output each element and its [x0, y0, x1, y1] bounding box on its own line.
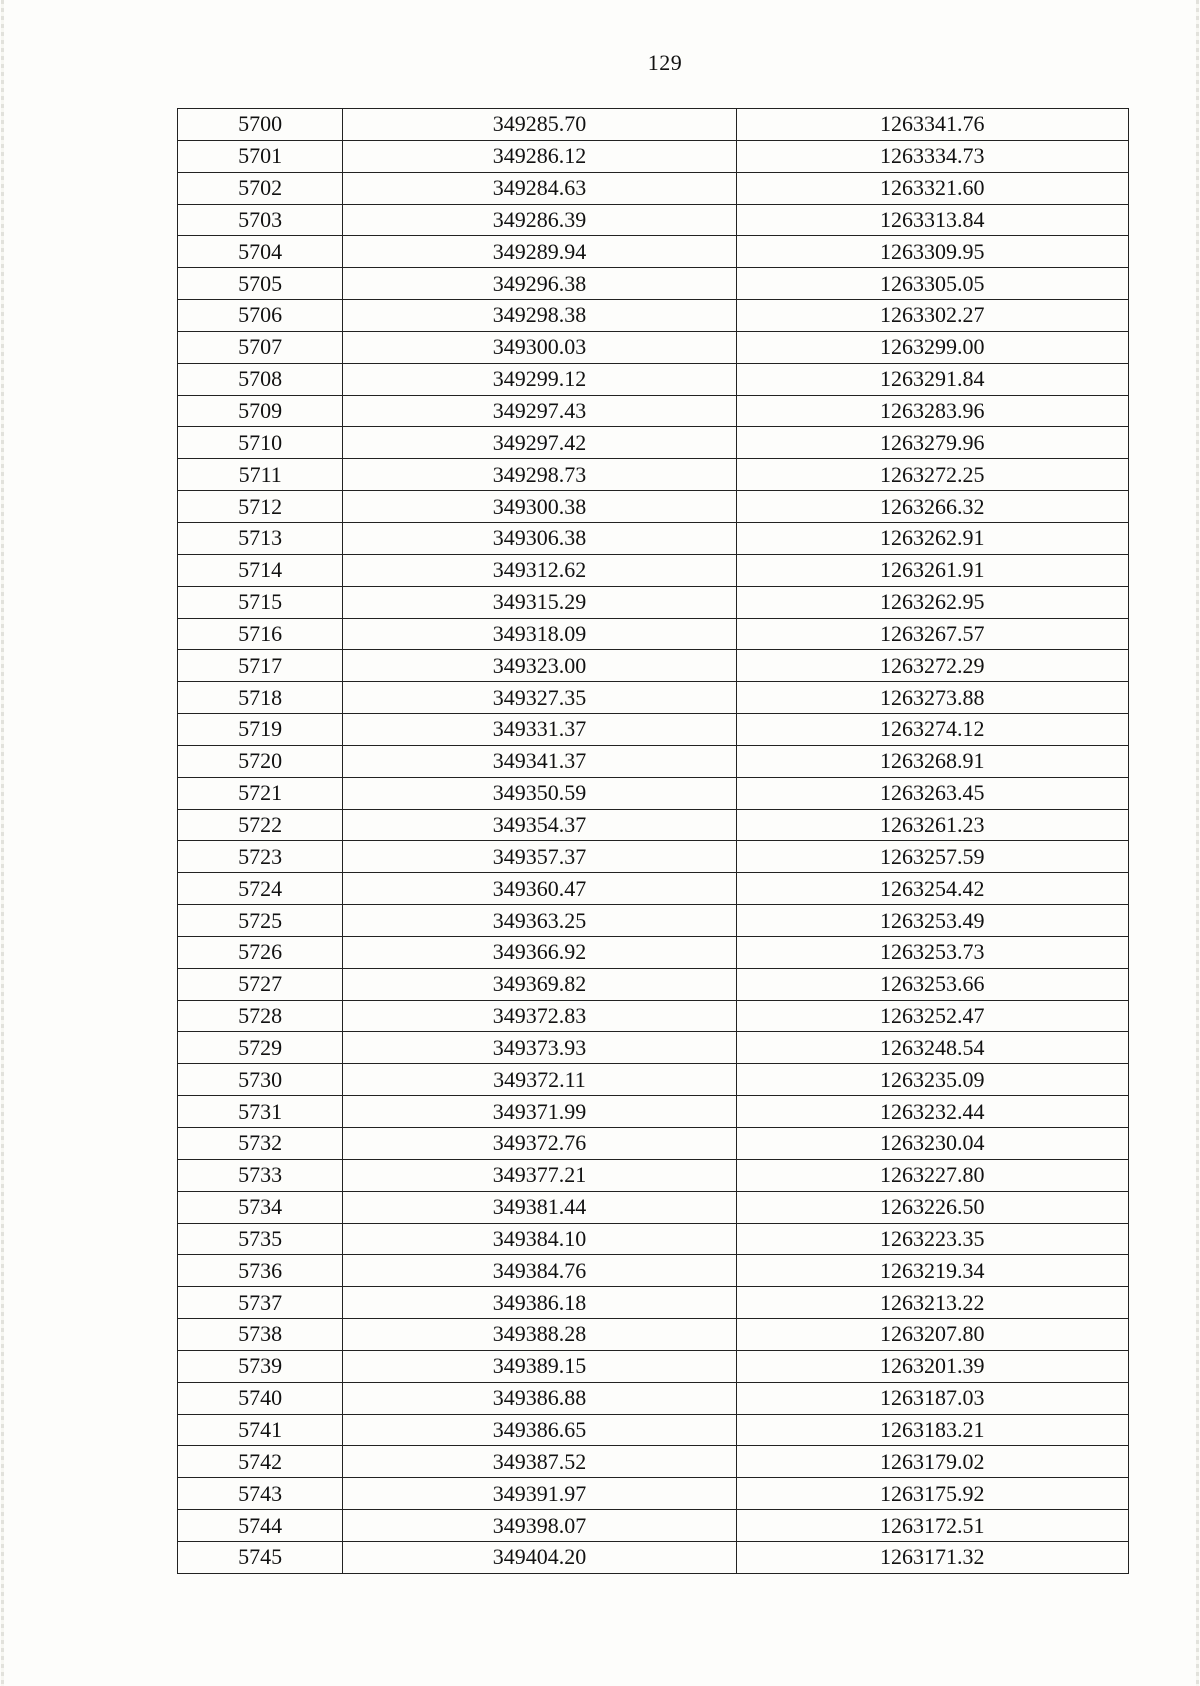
point-id-cell: 5702	[178, 172, 343, 204]
y-coordinate-cell: 1263253.66	[736, 968, 1128, 1000]
table-row	[178, 682, 1129, 714]
x-coordinate-cell: 349300.38	[343, 491, 736, 523]
point-id-cell: 5714	[178, 554, 343, 586]
table-row	[178, 172, 1129, 204]
x-coordinate-cell: 349284.63	[343, 172, 736, 204]
point-id-cell: 5729	[178, 1032, 343, 1064]
y-coordinate-cell: 1263207.80	[736, 1319, 1128, 1351]
y-coordinate-cell: 1263309.95	[736, 236, 1128, 268]
x-coordinate-cell: 349386.18	[343, 1287, 736, 1319]
x-coordinate-cell: 349296.38	[343, 268, 736, 300]
table-row	[178, 204, 1129, 236]
y-coordinate-cell: 1263341.76	[736, 109, 1128, 141]
point-id-cell: 5723	[178, 841, 343, 873]
point-id-cell: 5745	[178, 1541, 343, 1573]
point-id-cell: 5741	[178, 1414, 343, 1446]
x-coordinate-cell: 349384.76	[343, 1255, 736, 1287]
x-coordinate-cell: 349315.29	[343, 586, 736, 618]
y-coordinate-cell: 1263267.57	[736, 618, 1128, 650]
point-id-cell: 5744	[178, 1510, 343, 1542]
x-coordinate-cell: 349369.82	[343, 968, 736, 1000]
point-id-cell: 5715	[178, 586, 343, 618]
table-row	[178, 1350, 1129, 1382]
point-id-cell: 5734	[178, 1191, 343, 1223]
y-coordinate-cell: 1263334.73	[736, 140, 1128, 172]
table-row	[178, 1319, 1129, 1351]
table-row	[178, 745, 1129, 777]
x-coordinate-cell: 349300.03	[343, 331, 736, 363]
table-row	[178, 1096, 1129, 1128]
y-coordinate-cell: 1263274.12	[736, 714, 1128, 746]
point-id-cell: 5717	[178, 650, 343, 682]
point-id-cell: 5701	[178, 140, 343, 172]
table-row	[178, 1478, 1129, 1510]
x-coordinate-cell: 349360.47	[343, 873, 736, 905]
x-coordinate-cell: 349363.25	[343, 905, 736, 937]
y-coordinate-cell: 1263226.50	[736, 1191, 1128, 1223]
y-coordinate-cell: 1263253.49	[736, 905, 1128, 937]
x-coordinate-cell: 349387.52	[343, 1446, 736, 1478]
y-coordinate-cell: 1263283.96	[736, 395, 1128, 427]
table-row	[178, 1446, 1129, 1478]
table-row	[178, 1382, 1129, 1414]
x-coordinate-cell: 349312.62	[343, 554, 736, 586]
y-coordinate-cell: 1263299.00	[736, 331, 1128, 363]
table-row	[178, 1064, 1129, 1096]
point-id-cell: 5716	[178, 618, 343, 650]
table-row	[178, 777, 1129, 809]
table-row	[178, 841, 1129, 873]
x-coordinate-cell: 349323.00	[343, 650, 736, 682]
point-id-cell: 5721	[178, 777, 343, 809]
point-id-cell: 5739	[178, 1350, 343, 1382]
table-row	[178, 522, 1129, 554]
page-number: 129	[647, 50, 683, 75]
point-id-cell: 5703	[178, 204, 343, 236]
point-id-cell: 5726	[178, 936, 343, 968]
point-id-cell: 5740	[178, 1382, 343, 1414]
point-id-cell: 5735	[178, 1223, 343, 1255]
x-coordinate-cell: 349384.10	[343, 1223, 736, 1255]
coordinates-table-body	[178, 109, 1129, 1574]
y-coordinate-cell: 1263254.42	[736, 873, 1128, 905]
x-coordinate-cell: 349299.12	[343, 363, 736, 395]
y-coordinate-cell: 1263266.32	[736, 491, 1128, 523]
y-coordinate-cell: 1263321.60	[736, 172, 1128, 204]
table-row	[178, 331, 1129, 363]
x-coordinate-cell: 349386.88	[343, 1382, 736, 1414]
x-coordinate-cell: 349404.20	[343, 1541, 736, 1573]
y-coordinate-cell: 1263248.54	[736, 1032, 1128, 1064]
point-id-cell: 5706	[178, 300, 343, 332]
x-coordinate-cell: 349350.59	[343, 777, 736, 809]
point-id-cell: 5731	[178, 1096, 343, 1128]
point-id-cell: 5732	[178, 1128, 343, 1160]
y-coordinate-cell: 1263235.09	[736, 1064, 1128, 1096]
x-coordinate-cell: 349371.99	[343, 1096, 736, 1128]
table-row	[178, 140, 1129, 172]
table-row	[178, 427, 1129, 459]
y-coordinate-cell: 1263252.47	[736, 1000, 1128, 1032]
point-id-cell: 5700	[178, 109, 343, 141]
y-coordinate-cell: 1263302.27	[736, 300, 1128, 332]
y-coordinate-cell: 1263172.51	[736, 1510, 1128, 1542]
y-coordinate-cell: 1263291.84	[736, 363, 1128, 395]
y-coordinate-cell: 1263175.92	[736, 1478, 1128, 1510]
point-id-cell: 5725	[178, 905, 343, 937]
y-coordinate-cell: 1263313.84	[736, 204, 1128, 236]
x-coordinate-cell: 349377.21	[343, 1159, 736, 1191]
x-coordinate-cell: 349297.42	[343, 427, 736, 459]
y-coordinate-cell: 1263227.80	[736, 1159, 1128, 1191]
y-coordinate-cell: 1263223.35	[736, 1223, 1128, 1255]
x-coordinate-cell: 349386.65	[343, 1414, 736, 1446]
x-coordinate-cell: 349286.39	[343, 204, 736, 236]
x-coordinate-cell: 349331.37	[343, 714, 736, 746]
point-id-cell: 5718	[178, 682, 343, 714]
point-id-cell: 5709	[178, 395, 343, 427]
y-coordinate-cell: 1263268.91	[736, 745, 1128, 777]
point-id-cell: 5711	[178, 459, 343, 491]
x-coordinate-cell: 349372.83	[343, 1000, 736, 1032]
point-id-cell: 5705	[178, 268, 343, 300]
point-id-cell: 5720	[178, 745, 343, 777]
table-row	[178, 363, 1129, 395]
table-row	[178, 1510, 1129, 1542]
point-id-cell: 5728	[178, 1000, 343, 1032]
y-coordinate-cell: 1263201.39	[736, 1350, 1128, 1382]
table-row	[178, 1414, 1129, 1446]
table-row	[178, 905, 1129, 937]
table-row	[178, 1128, 1129, 1160]
y-coordinate-cell: 1263187.03	[736, 1382, 1128, 1414]
table-row	[178, 1159, 1129, 1191]
point-id-cell: 5722	[178, 809, 343, 841]
coordinates-table	[177, 108, 1129, 1574]
x-coordinate-cell: 349373.93	[343, 1032, 736, 1064]
table-row	[178, 300, 1129, 332]
y-coordinate-cell: 1263261.91	[736, 554, 1128, 586]
x-coordinate-cell: 349297.43	[343, 395, 736, 427]
y-coordinate-cell: 1263262.91	[736, 522, 1128, 554]
point-id-cell: 5736	[178, 1255, 343, 1287]
x-coordinate-cell: 349286.12	[343, 140, 736, 172]
x-coordinate-cell: 349327.35	[343, 682, 736, 714]
scan-right-edge	[1196, 0, 1199, 1686]
x-coordinate-cell: 349341.37	[343, 745, 736, 777]
y-coordinate-cell: 1263219.34	[736, 1255, 1128, 1287]
x-coordinate-cell: 349298.38	[343, 300, 736, 332]
x-coordinate-cell: 349318.09	[343, 618, 736, 650]
table-row	[178, 236, 1129, 268]
table-row	[178, 1541, 1129, 1573]
point-id-cell: 5727	[178, 968, 343, 1000]
table-row	[178, 459, 1129, 491]
point-id-cell: 5743	[178, 1478, 343, 1510]
table-row	[178, 586, 1129, 618]
y-coordinate-cell: 1263272.25	[736, 459, 1128, 491]
table-row	[178, 809, 1129, 841]
point-id-cell: 5704	[178, 236, 343, 268]
table-row	[178, 268, 1129, 300]
point-id-cell: 5708	[178, 363, 343, 395]
x-coordinate-cell: 349388.28	[343, 1319, 736, 1351]
point-id-cell: 5733	[178, 1159, 343, 1191]
table-row	[178, 395, 1129, 427]
table-row	[178, 968, 1129, 1000]
y-coordinate-cell: 1263261.23	[736, 809, 1128, 841]
x-coordinate-cell: 349298.73	[343, 459, 736, 491]
table-row	[178, 109, 1129, 141]
point-id-cell: 5707	[178, 331, 343, 363]
y-coordinate-cell: 1263257.59	[736, 841, 1128, 873]
table-row	[178, 1287, 1129, 1319]
point-id-cell: 5724	[178, 873, 343, 905]
y-coordinate-cell: 1263171.32	[736, 1541, 1128, 1573]
table-row	[178, 1032, 1129, 1064]
point-id-cell: 5737	[178, 1287, 343, 1319]
table-row	[178, 650, 1129, 682]
point-id-cell: 5742	[178, 1446, 343, 1478]
table-row	[178, 491, 1129, 523]
x-coordinate-cell: 349391.97	[343, 1478, 736, 1510]
table-row	[178, 1000, 1129, 1032]
y-coordinate-cell: 1263305.05	[736, 268, 1128, 300]
x-coordinate-cell: 349285.70	[343, 109, 736, 141]
point-id-cell: 5738	[178, 1319, 343, 1351]
y-coordinate-cell: 1263262.95	[736, 586, 1128, 618]
y-coordinate-cell: 1263253.73	[736, 936, 1128, 968]
y-coordinate-cell: 1263272.29	[736, 650, 1128, 682]
x-coordinate-cell: 349398.07	[343, 1510, 736, 1542]
table-row	[178, 1255, 1129, 1287]
point-id-cell: 5730	[178, 1064, 343, 1096]
y-coordinate-cell: 1263263.45	[736, 777, 1128, 809]
y-coordinate-cell: 1263232.44	[736, 1096, 1128, 1128]
y-coordinate-cell: 1263213.22	[736, 1287, 1128, 1319]
y-coordinate-cell: 1263230.04	[736, 1128, 1128, 1160]
table-row	[178, 1191, 1129, 1223]
point-id-cell: 5719	[178, 714, 343, 746]
x-coordinate-cell: 349306.38	[343, 522, 736, 554]
x-coordinate-cell: 349366.92	[343, 936, 736, 968]
table-row	[178, 936, 1129, 968]
x-coordinate-cell: 349372.76	[343, 1128, 736, 1160]
table-row	[178, 618, 1129, 650]
y-coordinate-cell: 1263273.88	[736, 682, 1128, 714]
x-coordinate-cell: 349354.37	[343, 809, 736, 841]
point-id-cell: 5712	[178, 491, 343, 523]
x-coordinate-cell: 349357.37	[343, 841, 736, 873]
y-coordinate-cell: 1263179.02	[736, 1446, 1128, 1478]
point-id-cell: 5710	[178, 427, 343, 459]
table-row	[178, 873, 1129, 905]
y-coordinate-cell: 1263279.96	[736, 427, 1128, 459]
x-coordinate-cell: 349381.44	[343, 1191, 736, 1223]
table-row	[178, 1223, 1129, 1255]
y-coordinate-cell: 1263183.21	[736, 1414, 1128, 1446]
x-coordinate-cell: 349372.11	[343, 1064, 736, 1096]
point-id-cell: 5713	[178, 522, 343, 554]
x-coordinate-cell: 349389.15	[343, 1350, 736, 1382]
scan-left-edge	[1, 0, 4, 1686]
table-row	[178, 554, 1129, 586]
table-row	[178, 714, 1129, 746]
x-coordinate-cell: 349289.94	[343, 236, 736, 268]
